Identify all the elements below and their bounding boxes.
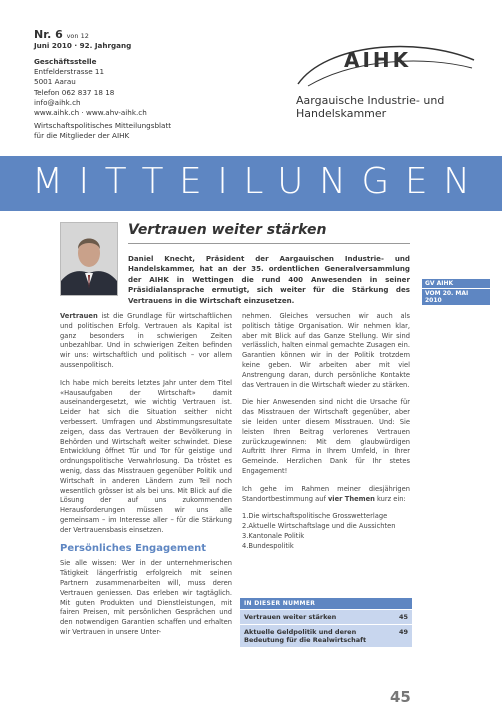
page-number: 45 (390, 688, 411, 706)
list-item: 3.Kantonale Politik (242, 531, 305, 540)
toc-entry[interactable]: Vertrauen weiter stärken 45 (240, 609, 412, 624)
toc-box (240, 598, 412, 647)
article-headline: Vertrauen weiter stärken (128, 222, 327, 238)
headline-rule (128, 243, 410, 244)
list-item: 1.Die wirtschaftspolitische Grosswetterlage (242, 512, 388, 521)
paragraph: Ich habe mich bereits letztes Jahr unter dem Titel «Hausaufgaben der Wirtschaft» damit auseinandergesetzt, wie wichtig Vertrauen ist. Leider hat sich die Situation seither nicht verbessert. Umfragen und Abstimmungsresultate zeigen, dass das Vertrauen der Bevölkerung in Behörden und Wirtschaft weiter schwindet. Diese Entwicklung öffnet Tür und Tor für geistige und ordnungspolitische Verwahrlosung. Da tröstet es wenig, dass das Misstrauen gegenüber Politik und Wirtschaft in anderen Ländern zum Teil noch wesentlich grösser ist als bei uns. Mit Blick auf die Lösung der auf uns zukommenden Herausforderungen müssen wir uns alle gemeinsam – im Interesse aller – für die Stärkung der Vertrauensbasis einsetzen. (60, 378, 232, 534)
address-line: 5001 Aarau (34, 77, 76, 87)
section-subhead: Persönliches Engagement (60, 542, 207, 554)
chamber-name: Aargauische Industrie- und Handelskammer (296, 94, 445, 120)
tagline-line: Wirtschaftspolitisches Mitteilungsblatt (34, 121, 172, 131)
toc-title: IN DIESER NUMMER (240, 598, 412, 609)
paragraph: Ich gehe im Rahmen meiner diesjährigen Standortbestimmung auf vier Themen kurz ein: (242, 484, 410, 503)
address-line: Entfelderstrasse 11 (34, 67, 105, 77)
web-line: www.aihk.ch · www.ahv-aihk.ch (34, 108, 147, 118)
email-line: info@aihk.ch (34, 97, 81, 107)
topic-list (242, 512, 410, 551)
office-label: Geschäftsstelle (34, 57, 97, 66)
tagline-line: für die Mitglieder der AIHK (34, 131, 130, 141)
article-lead: Daniel Knecht, Präsident der Aargauischen Industrie- und Handelskammer, hat an der 35. ordentlichen Generalversammlung der AIHK in Wettingen die rund 400 Anwesenden in seiner Präsidialansprache ermutigt, sich weiter für die Stärkung des Vertrauens in die Wirtschaft einzusetzen. (128, 254, 410, 305)
body-column-right (242, 312, 410, 552)
portrait-icon (61, 223, 117, 295)
event-tag: GV AIHK VOM 20. MAI 2010 (422, 279, 490, 306)
toc-entry[interactable]: Aktuelle Geldpolitik und deren Bedeutung für die Realwirtschaft 49 (240, 624, 412, 647)
body-column-left (60, 312, 232, 646)
logo-text: AIHK (344, 48, 412, 72)
phone-line: Telefon 062 837 18 18 (34, 87, 115, 97)
banner-title: MITTEILUNGEN (32, 161, 486, 202)
masthead-meta (34, 30, 171, 141)
paragraph: Die hier Anwesenden sind nicht die Ursache für das Misstrauen der Wirtschaft gegenüber, aber sie leiden unter diesem Misstrauen. Und: Sie leisten Ihren Beitrag verlorenes Vertrauen zurückzugewinnen: Mit dem glaubwürdigen Auftritt Ihrer Firma in Ihrem Umfeld, in Ihrer Gemeinde. Herzlichen Dank für Ihr stetes Engagement! (242, 398, 410, 475)
issue-date: Juni 2010 · 92. Jahrgang (34, 41, 132, 50)
issue-number: Nr. 6 von 12 (34, 28, 89, 41)
paragraph: nehmen. Gleiches versuchen wir auch als politisch tätige Organisation. Wir nehmen klar, aber mit Blick auf das Ganze Stellung. Wir sind verlässlich, halten einmal gemachte Zusagen ein. Garantien können wir in der Politik trotzdem keine geben. Wir arbeiten aber mit viel Anstrengung daran, durch persönliche Kontakte das Vertrauen in die Wirtschaft wieder zu stärken. (242, 312, 410, 389)
author-photo (60, 222, 118, 296)
paragraph: Vertrauen ist die Grundlage für wirtschaftlichen und politischen Erfolg. Vertrauen als Kapital ist ganz besonders in schwierigen Zeiten unbezahlbar. Und in schwierigen Zeiten befinden wir uns: wirtschaftlich und politisch – vor allem aussenpolitisch. (60, 312, 232, 369)
paragraph: Sie alle wissen: Wer in der unternehmerischen Tätigkeit längerfristig erfolgreich mit seinen Partnern zusammenarbeiten will, muss deren Vertrauen geniessen. Das erleben wir tagtäglich. Mit guten Produkten und Dienstleistungen, mit fairen Preisen, mit persönlichen Gesprächen und den notwendigen Garantien schaffen und erhalten wir Vertrauen in unsere Unter- (60, 559, 232, 636)
list-item: 4.Bundespolitik (242, 541, 294, 550)
list-item: 2.Aktuelle Wirtschaftslage und die Aussichten (242, 522, 396, 531)
